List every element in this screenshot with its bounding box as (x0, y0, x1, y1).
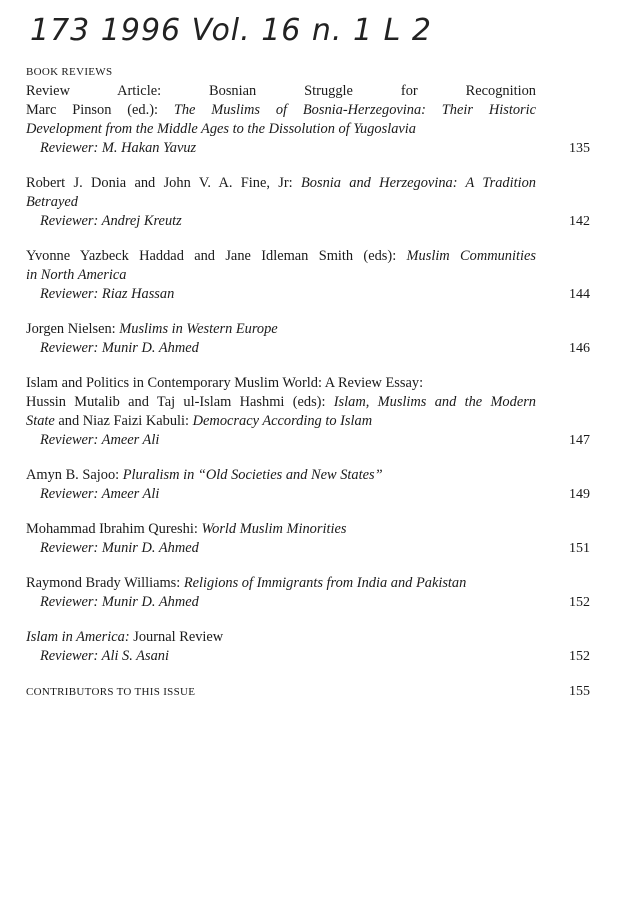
entry-line (26, 101, 536, 120)
entry-line (26, 628, 536, 647)
entry-author-text: Raymond Brady Williams: (26, 575, 184, 591)
entry-page-number: 142 (569, 214, 590, 229)
entry-title-italic: Betrayed (26, 194, 78, 210)
entry-page-number: 149 (569, 487, 590, 502)
entry-line (26, 320, 536, 339)
entry-author-text: and Niaz Faizi Kabuli: (54, 413, 193, 429)
entry-title-italic: World Muslim Minorities (201, 521, 347, 537)
entry-title-block (26, 466, 536, 504)
entry-reviewer: Reviewer: Riaz Hassan (40, 286, 175, 302)
entry-page-number: 146 (569, 341, 590, 356)
entry-reviewer: Reviewer: Munir D. Ahmed (40, 594, 199, 610)
entry-author-text: Islam and Politics in Contemporary Muslim World: A Review Essay: (26, 375, 424, 391)
review-entry (26, 247, 592, 304)
entry-line (26, 247, 536, 266)
entry-author-text: Marc Pinson (ed.): (26, 102, 174, 118)
entry-author-text: Hussin Mutalib and Taj ul-Islam Hashmi (eds): (26, 394, 334, 410)
entry-reviewer: Reviewer: M. Hakan Yavuz (40, 140, 197, 156)
entry-line (26, 374, 536, 393)
entry-title-block (26, 174, 536, 231)
entry-reviewer: Reviewer: Ali S. Asani (40, 648, 169, 664)
entry-line (26, 82, 536, 101)
entry-reviewer: Reviewer: Munir D. Ahmed (40, 340, 199, 356)
review-entry (26, 174, 592, 231)
entry-line (26, 266, 536, 285)
review-entry (26, 628, 592, 666)
entry-title-block (26, 628, 536, 666)
entry-reviewer: Reviewer: Ameer Ali (40, 486, 160, 502)
entry-author-text: Journal Review (129, 629, 224, 645)
entry-title-block (26, 247, 536, 304)
entry-title-italic: Religions of Immigrants from India and Pakistan (183, 575, 467, 591)
entry-line (26, 174, 536, 193)
entry-page-number: 147 (569, 433, 590, 448)
entry-title-italic: Islam in America: (26, 629, 130, 645)
review-entry (26, 574, 592, 612)
entry-page-number: 152 (569, 595, 590, 610)
contributors-label: CONTRIBUTORS TO THIS ISSUE (26, 686, 196, 698)
entry-line (26, 466, 536, 485)
entry-line (26, 120, 536, 139)
entry-page-number: 152 (569, 649, 590, 664)
entry-page-number: 144 (569, 287, 590, 302)
entry-author-text: Review Article: Bosnian Struggle for Recognition (26, 83, 536, 99)
review-entry (26, 466, 592, 504)
entry-title-italic: in North America (26, 267, 127, 283)
entry-line (26, 574, 536, 593)
entry-title-block (26, 320, 536, 358)
entry-title-italic: Muslims in Western Europe (119, 321, 278, 337)
handwritten-note-text: 173 1996 Vol. 16 n. 1 L 2 (30, 13, 432, 48)
review-entries-list (26, 82, 592, 666)
entry-reviewer: Reviewer: Andrej Kreutz (40, 213, 182, 229)
handwritten-annotation (30, 6, 550, 50)
entry-line (26, 520, 536, 539)
entry-line (26, 193, 536, 212)
entry-title-block (26, 520, 536, 558)
entry-author-text: Yvonne Yazbeck Haddad and Jane Idleman Smith (eds): (26, 248, 407, 264)
entry-title-italic: Democracy According to Islam (192, 413, 373, 429)
contributors-entry (26, 682, 592, 701)
entry-page-number: 151 (569, 541, 590, 556)
section-heading-book-reviews: BOOK REVIEWS (26, 66, 113, 78)
entry-title-italic: The Muslims of Bosnia-Herzegovina: Their Historic (173, 102, 536, 118)
entry-reviewer: Reviewer: Munir D. Ahmed (40, 540, 199, 556)
table-of-contents (26, 64, 592, 701)
entry-title-italic: State (26, 413, 55, 429)
review-entry (26, 374, 592, 450)
review-entry (26, 520, 592, 558)
entry-page-number: 135 (569, 141, 590, 156)
entry-author-text: Robert J. Donia and John V. A. Fine, Jr: (26, 175, 301, 191)
entry-reviewer: Reviewer: Ameer Ali (40, 432, 160, 448)
entry-author-text: Amyn B. Sajoo: (26, 467, 123, 483)
entry-title-block (26, 374, 536, 450)
entry-title-italic: Pluralism in “Old Societies and New States” (122, 467, 383, 483)
entry-title-block (26, 82, 536, 158)
entry-title-italic: Islam, Muslims and the Modern (333, 394, 536, 410)
review-entry (26, 82, 592, 158)
entry-title-block (26, 574, 536, 612)
contributors-page-number: 155 (569, 684, 590, 699)
review-entry (26, 320, 592, 358)
entry-title-italic: Development from the Middle Ages to the Dissolution of Yugoslavia (26, 121, 416, 137)
entry-author-text: Mohammad Ibrahim Qureshi: (26, 521, 202, 537)
entry-title-italic: Bosnia and Herzegovina: A Tradition (300, 175, 536, 191)
entry-line (26, 393, 536, 412)
entry-title-italic: Muslim Communities (406, 248, 536, 264)
entry-line (26, 412, 536, 431)
entry-author-text: Jorgen Nielsen: (26, 321, 120, 337)
